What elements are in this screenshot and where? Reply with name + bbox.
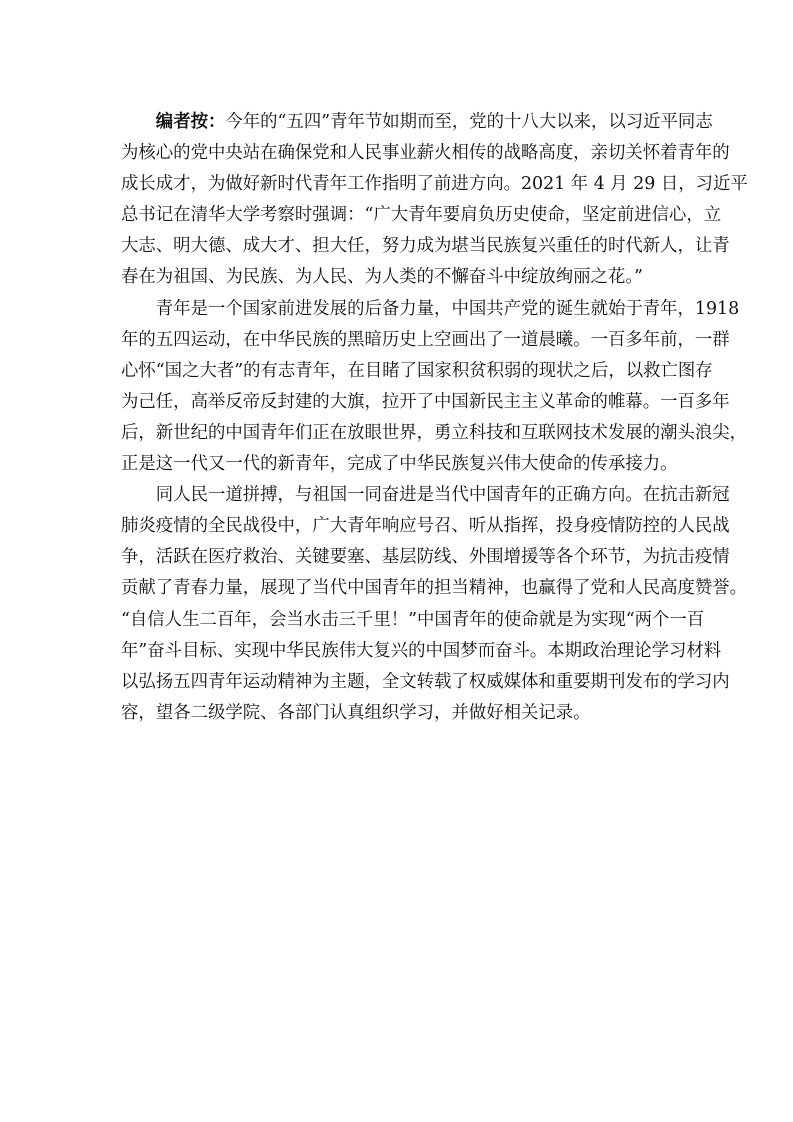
youth-history-paragraph xyxy=(121,294,748,481)
p3-line-2: 肺炎疫情的全民战役中，广大青年响应号召、听从指挥，投身疫情防控的人民战 xyxy=(121,516,730,537)
p3-line-7: 以弘扬五四青年运动精神为主题，全文转载了权威媒体和重要期刊发布的学习内 xyxy=(121,671,730,692)
editor-note-label: 编者按： xyxy=(155,112,226,132)
editor-note-line-1-text: 今年的“五四”青年节如期而至，党的十八大以来，以习近平同志 xyxy=(225,112,713,132)
editor-note-line-5: 大志、明大德、成大才、担大任，努力成为堪当民族复兴重任的时代新人，让青 xyxy=(121,236,730,257)
p3-line-3: 争，活跃在医疗救治、关键要塞、基层防线、外围增援等各个环节，为抗击疫情 xyxy=(121,547,730,568)
p3-line-8: 容，望各二级学院、各部门认真组织学习，并做好相关记录。 xyxy=(121,702,591,723)
youth-mission-paragraph xyxy=(121,480,748,729)
editor-note-line-1 xyxy=(121,107,713,138)
editor-note-line-3: 成长成才，为做好新时代青年工作指明了前进方向。2021 年 4 月 29 日，习近平 xyxy=(121,174,748,195)
p3-line-4: 贡献了青春力量，展现了当代中国青年的担当精神，也赢得了党和人民高度赞誉。 xyxy=(121,578,748,599)
p2-line-6: 正是这一代又一代的新青年，完成了中华民族复兴伟大使命的传承接力。 xyxy=(121,454,678,475)
p2-line-3: 心怀“国之大者”的有志青年，在目睹了国家积贫积弱的现状之后，以救亡图存 xyxy=(121,360,713,381)
p2-line-5: 后，新世纪的中国青年们正在放眼世界，勇立科技和互联网技术发展的潮头浪尖， xyxy=(121,422,748,443)
editor-note-paragraph xyxy=(121,107,748,294)
p3-line-6: 年”奋斗目标、实现中华民族伟大复兴的中国梦而奋斗。本期政治理论学习材料 xyxy=(121,640,722,661)
p2-line-2: 年的五四运动，在中华民族的黑暗历史上空画出了一道晨曦。一百多年前，一群 xyxy=(121,329,730,350)
p2-line-4: 为己任，高举反帝反封建的大旗，拉开了中国新民主主义革命的帷幕。一百多年 xyxy=(121,391,730,412)
editor-note-line-2: 为核心的党中央站在确保党和人民事业薪火相传的战略高度，亲切关怀着青年的 xyxy=(121,143,730,164)
document-body xyxy=(121,107,748,729)
editor-note-line-4: 总书记在清华大学考察时强调：“广大青年要肩负历史使命，坚定前进信心，立 xyxy=(121,205,722,226)
p3-line-1: 同人民一道拼搏，与祖国一同奋进是当代中国青年的正确方向。在抗击新冠 xyxy=(155,485,730,506)
p3-line-5: “自信人生二百年，会当水击三千里！”中国青年的使命就是为实现“两个一百 xyxy=(121,609,705,630)
p2-line-1: 青年是一个国家前进发展的后备力量，中国共产党的诞生就始于青年，1918 xyxy=(155,298,740,319)
editor-note-line-6: 春在为祖国、为民族、为人民、为人类的不懈奋斗中绽放绚丽之花。” xyxy=(121,267,643,288)
